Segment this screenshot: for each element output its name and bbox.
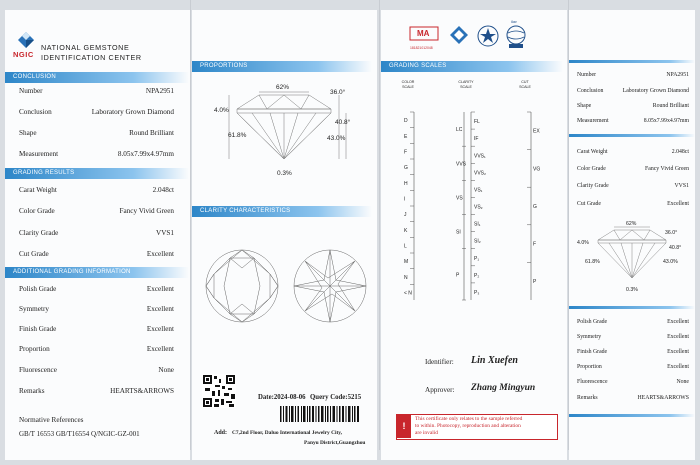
summary-label-culet: 0.3%: [626, 287, 638, 293]
address-line1: C7,2nd Floor, Daluo International Jewelry City,: [232, 430, 343, 436]
color-grade-label: G: [404, 165, 408, 172]
label-culet: 0.3%: [277, 170, 292, 177]
grading-scales-chart: [381, 108, 567, 318]
notice-line3: are invalid: [415, 430, 438, 436]
query-code: Query Code:5215: [310, 394, 362, 401]
fold-divider: [379, 0, 380, 450]
color-grade-label: N: [404, 274, 408, 281]
cut-grade-label: P: [533, 279, 537, 286]
section-grading-results-header: GRADING RESULTS: [5, 168, 189, 179]
summary-label-pavilion-depth: 43.0%: [663, 259, 678, 265]
cut-scale-heading: CUT SCALE: [519, 80, 531, 89]
ma-mark-text: MA: [417, 29, 430, 38]
summary-row-shape: Shape Round Brilliant: [577, 103, 689, 109]
color-grade-label: J: [404, 212, 407, 219]
color-grade-label: < N: [404, 290, 412, 297]
clarity-group-label: P: [456, 272, 460, 279]
row-clarity-grade: Clarity Grade VVS1: [19, 229, 174, 237]
references-title: Normative References: [19, 416, 84, 424]
label-total-depth: 61.8%: [228, 132, 247, 139]
color-grade-label: D: [404, 118, 408, 125]
clarity-grade-label: P₃: [474, 290, 480, 297]
approver-signature: Zhang Mingyun: [471, 383, 536, 393]
cnas-diamond-icon: [449, 25, 469, 47]
section-grading-scales-header: GRADING SCALES: [381, 61, 563, 72]
summary-label-pavilion-angle: 40.8°: [669, 245, 682, 251]
color-grade-label: L: [404, 243, 407, 250]
summary-row-proportion: Proportion Excellent: [577, 364, 689, 370]
clarity-grade-label: SI₁: [474, 221, 481, 228]
row-number: Number NPA2951: [19, 87, 174, 95]
clarity-grade-label: SI₂: [474, 238, 481, 245]
section-clarity-header: CLARITY CHARACTERISTICS: [192, 206, 372, 217]
clarity-scale-heading: CLARITY SCALE: [458, 80, 474, 89]
identifier-signature: Lin Xuefen: [471, 355, 518, 366]
cut-grade-label: VG: [533, 166, 541, 173]
address-line2: Panyu District,Guangzhou: [304, 440, 366, 446]
summary-label-crown-angle: 36.0°: [665, 230, 678, 236]
color-grade-label: I: [404, 196, 406, 203]
summary-label-girdle: 4.0%: [577, 240, 589, 246]
color-grade-label: E: [404, 133, 408, 140]
notice-line1: This certificate only relates to the sample referred: [415, 416, 523, 422]
clarity-group-label: LC: [456, 127, 463, 134]
clarity-grade-label: VVS₁: [474, 153, 486, 160]
clarity-grade-label: VS₂: [474, 204, 483, 211]
label-pavilion-angle: 40.8°: [335, 119, 351, 126]
cut-grade-label: F: [533, 241, 537, 248]
barcode-icon: [280, 406, 360, 422]
row-symmetry: Symmetry Excellent: [19, 305, 174, 313]
summary-row-cut: Cut Grade Excellent: [577, 201, 689, 207]
label-table: 62%: [276, 84, 290, 91]
summary-accent-bar: [569, 60, 695, 63]
color-grade-label: H: [404, 180, 408, 187]
color-grade-label: K: [404, 227, 408, 234]
color-grade-label: M: [404, 259, 409, 266]
org-name-line2: IDENTIFICATION CENTER: [41, 53, 142, 62]
ngic-logo-text: NGIC: [13, 50, 34, 59]
row-conclusion: Conclusion Laboratory Grown Diamond: [19, 108, 174, 116]
summary-row-clarity: Clarity Grade VVS1: [577, 183, 689, 189]
color-grade-label: F: [404, 149, 408, 156]
summary-row-carat: Carat Weight 2.048ct: [577, 149, 689, 155]
row-shape: Shape Round Brilliant: [19, 129, 174, 137]
row-measurement: Measurement 8.05x7.99x4.97mm: [19, 150, 174, 158]
panel-report-results: [5, 10, 190, 460]
label-pavilion-depth: 43.0%: [327, 135, 346, 142]
summary-accent-bar-4: [569, 414, 695, 417]
panel-diagrams: [192, 10, 377, 460]
summary-row-conclusion: Conclusion Laboratory Grown Diamond: [577, 88, 689, 94]
clarity-grade-label: IF: [474, 136, 479, 143]
report-date: Date:2024-08-06: [258, 394, 306, 401]
panel-grading-scales: [381, 10, 567, 460]
clarity-grade-label: VS₁: [474, 187, 483, 194]
address-label: Add:: [214, 430, 228, 436]
qr-code-icon: [202, 374, 236, 408]
notice-warning-icon: !: [397, 415, 411, 438]
row-color-grade: Color Grade Fancy Vivid Green: [19, 207, 174, 215]
summary-row-fluorescence: Fluorescence None: [577, 379, 689, 385]
clarity-group-label: VVS: [456, 161, 467, 168]
fold-divider: [568, 0, 569, 450]
section-additional-header: ADDITIONAL GRADING INFORMATION: [5, 267, 189, 278]
proportions-diagram: [192, 82, 377, 182]
panel-summary-card: [569, 10, 695, 460]
label-crown-angle: 36.0°: [330, 89, 346, 96]
identifier-label: Identifier:: [425, 358, 454, 366]
row-remarks: Remarks HEARTS&ARROWS: [19, 387, 174, 395]
org-name-line1: NATIONAL GEMSTONE: [41, 43, 130, 52]
summary-row-polish: Polish Grade Excellent: [577, 319, 689, 325]
clarity-group-label: VS: [456, 195, 463, 202]
fold-divider: [190, 0, 191, 450]
color-scale-heading: COLOR SCALE: [401, 80, 415, 89]
cut-grade-label: EX: [533, 128, 540, 135]
ilac-globe-icon: [505, 25, 527, 49]
label-girdle: 4.0%: [214, 107, 229, 114]
row-proportion: Proportion Excellent: [19, 345, 174, 353]
approver-label: Approver:: [425, 386, 455, 394]
summary-proportions-diagram: [571, 218, 693, 296]
notice-line2: to within. Photocopy, reproduction and alteration: [415, 423, 521, 429]
clarity-grade-label: VVS₂: [474, 170, 486, 177]
summary-row-remarks: Remarks HEARTS&ARROWS: [577, 395, 689, 401]
ilac-text: ilac: [511, 19, 518, 24]
star-seal-icon: [477, 25, 499, 47]
summary-row-number: Number NPA2951: [577, 72, 689, 78]
summary-row-measurement: Measurement 8.05x7.99x4.97mm: [577, 118, 689, 124]
clarity-grade-label: P₁: [474, 255, 480, 262]
ma-mark-number: 181821012048: [410, 46, 433, 50]
row-cut-grade: Cut Grade Excellent: [19, 250, 174, 258]
clarity-group-label: SI: [456, 229, 461, 236]
section-proportions-header: PROPORTIONS: [192, 61, 372, 72]
clarity-pavilion-view-icon: [292, 248, 368, 324]
clarity-grade-label: P₂: [474, 272, 480, 279]
row-polish-grade: Polish Grade Excellent: [19, 285, 174, 293]
row-finish-grade: Finish Grade Excellent: [19, 325, 174, 333]
references-text: GB/T 16553 GB/T16554 Q/NGIC-GZ-001: [19, 430, 140, 438]
row-fluorescence: Fluorescence None: [19, 366, 174, 374]
summary-accent-bar-3: [569, 306, 695, 309]
clarity-grade-label: FL: [474, 119, 480, 126]
row-carat-weight: Carat Weight 2.048ct: [19, 186, 174, 194]
summary-label-total-depth: 61.8%: [585, 259, 600, 265]
summary-row-finish: Finish Grade Excellent: [577, 349, 689, 355]
summary-row-color: Color Grade Fancy Vivid Green: [577, 166, 689, 172]
summary-row-symmetry: Symmetry Excellent: [577, 334, 689, 340]
summary-accent-bar-2: [569, 134, 695, 137]
summary-label-table: 62%: [626, 221, 637, 227]
section-conclusion-header: CONCLUSION: [5, 72, 189, 83]
clarity-crown-view-icon: [204, 248, 280, 324]
cut-grade-label: G: [533, 203, 537, 210]
